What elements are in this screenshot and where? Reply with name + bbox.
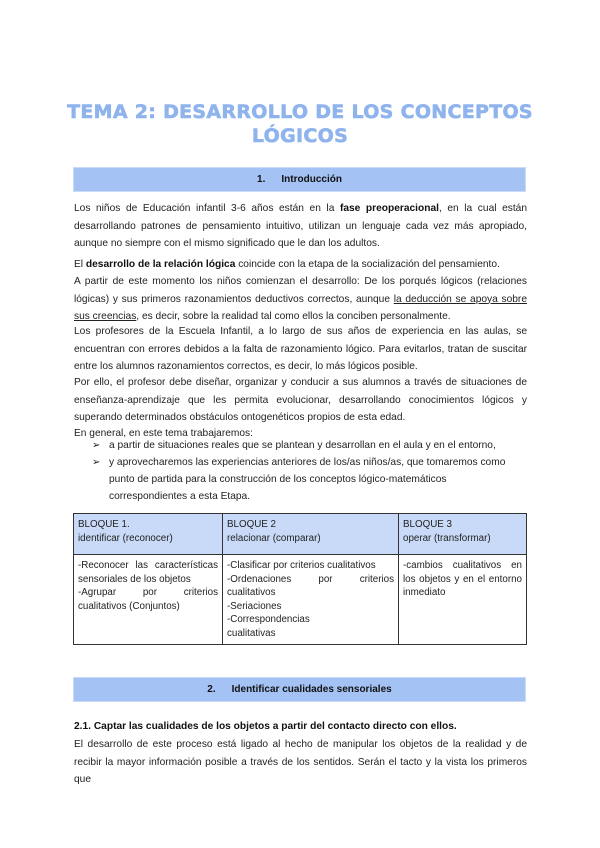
table-cell [74, 555, 223, 645]
subsection-heading: 2.1. Captar las cualidades de los objetos a partir del contacto directo con ellos. [74, 721, 457, 732]
cell-line: -cambios cualitativos en los objetos y en el entorno inmediato [403, 560, 522, 598]
section-header-cualidades [73, 677, 526, 702]
arrow-bullet-icon: ➢ [92, 440, 101, 451]
cell-line: -Seriaciones [227, 600, 282, 612]
section-header-introduccion [73, 167, 526, 192]
list-item [92, 437, 524, 454]
cell-line: -Clasificar por criterios cualitativos [227, 560, 376, 571]
paragraph-fase-preoperacional [74, 200, 527, 253]
table-header-cell [223, 514, 399, 555]
table-cell [223, 555, 399, 645]
header-title: BLOQUE 3 [403, 519, 453, 530]
paragraph-a-partir [74, 273, 527, 326]
text: , en la cual están desarrollando patrones de pensamiento intuitivo, utilizan un lenguaje cada vez más apropiado, aunque no siempre con el mismo significado que le dan los adultos. [74, 203, 527, 249]
paragraph-profesores: Los profesores de la Escuela Infantil, a lo largo de sus años de experiencia en las aulas, se encuentran con errores debidos a la falta de razonamiento lógico. Para evitarlos, tratan de suscitar entre los alumnos razonamientos correctos, es decir, lo más lógicos posible. [74, 326, 527, 372]
section-label: Introducción [281, 174, 342, 185]
table-cell [399, 555, 527, 645]
cell-line: -Correspondencias cualitativas [227, 614, 310, 639]
bold-text: desarrollo de la relación lógica [85, 259, 236, 270]
arrow-bullet-icon: ➢ [92, 457, 101, 468]
cell-line: -Reconocer las características sensoriales de los objetos [78, 560, 218, 585]
bloques-table [73, 513, 527, 645]
paragraph-relacion-logica [74, 256, 527, 274]
text: Los niños de Educación infantil 3-6 años están en la [74, 203, 340, 214]
cell-line: -Agrupar por criterios cualitativos (Conjuntos) [78, 587, 218, 612]
text: coincide con la etapa de la socialización del pensamiento. [235, 259, 500, 270]
section-number: 1. [257, 174, 266, 185]
text: El [74, 259, 86, 270]
list-item-text: y aprovecharemos las experiencias anteriores de los/as niños/as, que tomaremos como punto de partida para la construcción de los conceptos lógico-matemáticos correspondientes a esta Etapa. [109, 457, 506, 502]
underlined-text: la deducción se apoya sobre sus creencias [74, 293, 527, 322]
header-subtitle: relacionar (comparar) [227, 532, 321, 544]
paragraph-por-ello: Por ello, el profesor debe diseñar, organizar y conducir a sus alumnos a través de situaciones de enseñanza-aprendizaje que les permita evolucionar, desarrollando conocimientos lógicos y superando determinados obstáculos ontogenéticos propios de esta edad. [74, 377, 527, 423]
list-item [92, 454, 524, 505]
paragraph-en-general: En general, en este tema trabajaremos: [74, 428, 253, 439]
paragraph-desarrollo-proceso: El desarrollo de este proceso está ligado al hecho de manipular los objetos de la realidad y de recibir la mayor información posible a través de los sentidos. Serán el tacto y la vista los primeros que [74, 739, 527, 785]
cell-line: -Ordenaciones por criterios cualitativos [227, 573, 394, 598]
header-title: BLOQUE 1. [78, 519, 130, 530]
text: , es decir, sobre la realidad tal como ellos la conciben personalmente. [136, 311, 451, 322]
list-item-text: a partir de situaciones reales que se plantean y desarrollan en el aula y en el entorno, [109, 440, 496, 451]
section-number: 2. [207, 684, 216, 695]
document-title: TEMA 2: DESARROLLO DE LOS CONCEPTOS LÓGICOS [67, 101, 533, 147]
table-header-cell [74, 514, 223, 555]
header-subtitle: operar (transformar) [403, 532, 491, 544]
text: A partir de este momento los niños comienzan el desarrollo: De los porqués lógicos (relaciones lógicas) y sus primeros razonamientos deductivos correctos, aunque [74, 276, 527, 305]
header-subtitle: identificar (reconocer) [78, 532, 173, 544]
bold-text: fase preoperacional [339, 203, 439, 214]
table-header-cell [399, 514, 527, 555]
section-label: Identificar cualidades sensoriales [231, 684, 392, 695]
header-title: BLOQUE 2 [227, 519, 277, 530]
